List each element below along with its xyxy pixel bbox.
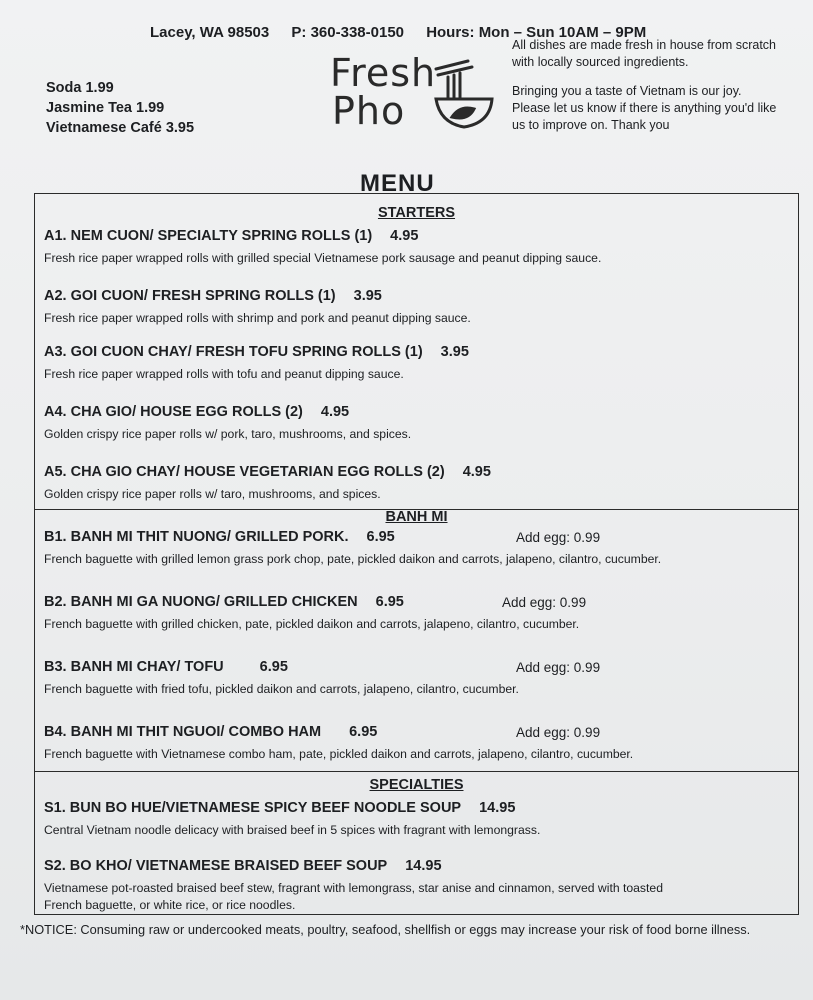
menu-item	[44, 288, 790, 325]
item-name: B3. BANH MI CHAY/ TOFU	[44, 659, 224, 675]
drink-item: Jasmine Tea 1.99	[46, 100, 165, 116]
menu-item	[44, 464, 790, 501]
about-notes	[512, 37, 777, 146]
item-price: 4.95	[320, 404, 350, 420]
item-price: 4.95	[390, 228, 419, 244]
menu-box	[34, 193, 799, 915]
food-safety-notice: *NOTICE: Consuming raw or undercooked meats, poultry, seafood, shellfish or eggs may increase your risk of food borne illness.	[20, 922, 751, 937]
section-divider	[35, 771, 798, 772]
item-price: 3.95	[353, 288, 382, 304]
item-name: S1. BUN BO HUE/VIETNAMESE SPICY BEEF NOODLE SOUP	[44, 800, 462, 816]
drink-item: Vietnamese Café 3.95	[46, 120, 195, 136]
item-description: Fresh rice paper wrapped rolls with tofu and peanut dipping sauce.	[44, 367, 404, 381]
section-title-specialties: SPECIALTIES	[369, 777, 464, 793]
item-price: 6.95	[349, 724, 378, 740]
fresh-pho-logo	[330, 51, 510, 135]
freshness-note: All dishes are made fresh in house from scratch with locally sourced ingredients.	[512, 38, 777, 69]
drink-item: Soda 1.99	[46, 80, 114, 96]
add-egg-price: Add egg: 0.99	[516, 725, 601, 740]
item-price: 6.95	[366, 529, 395, 545]
item-description: French baguette with Vietnamese combo ham, pate, pickled daikon and carrots, jalapeno, cilantro, cucumber.	[44, 747, 634, 761]
menu-item	[44, 858, 790, 912]
pho-bowl-icon	[422, 55, 512, 135]
item-name: B4. BANH MI THIT NGUOI/ COMBO HAM	[44, 724, 322, 740]
section-title-banh-mi: BANH MI	[385, 509, 448, 525]
add-egg-price: Add egg: 0.99	[502, 595, 587, 610]
thank-you-note: Bringing you a taste of Vietnam is our joy. Please let us know if there is anything you'd like us to improve on. Thank you	[512, 84, 777, 132]
item-description: French baguette with fried tofu, pickled daikon and carrots, jalapeno, cilantro, cucumber.	[44, 682, 519, 696]
item-description: French baguette with grilled chicken, pate, pickled daikon and carrots, jalapeno, cilantro, cucumber.	[44, 617, 580, 631]
menu-item	[44, 344, 790, 381]
add-egg-price: Add egg: 0.99	[516, 660, 601, 675]
opening-hours: Hours: Mon – Sun 10AM – 9PM	[426, 24, 647, 41]
menu-item	[44, 228, 790, 265]
address: Lacey, WA 98503	[150, 24, 270, 41]
item-name: A4. CHA GIO/ HOUSE EGG ROLLS (2)	[44, 404, 303, 420]
menu-item	[44, 404, 790, 441]
phone-number: P: 360-338-0150	[291, 24, 405, 41]
menu-item	[44, 529, 790, 566]
logo-text-pho: Pho	[332, 89, 406, 133]
item-name: B2. BANH MI GA NUONG/ GRILLED CHICKEN	[44, 594, 358, 610]
add-egg-price: Add egg: 0.99	[516, 530, 601, 545]
item-description-continued: French baguette, or white rice, or rice noodles.	[44, 898, 296, 912]
item-name: A1. NEM CUON/ SPECIALTY SPRING ROLLS (1)	[44, 228, 373, 244]
item-description: Vietnamese pot-roasted braised beef stew, fragrant with lemongrass, star anise and cinnamon, served with toasted	[44, 881, 663, 895]
drinks-list	[46, 78, 194, 138]
item-price: 4.95	[462, 464, 491, 480]
item-description: French baguette with grilled lemon grass pork chop, pate, pickled daikon and carrots, jalapeno, cilantro, cucumber.	[44, 552, 662, 566]
item-name: B1. BANH MI THIT NUONG/ GRILLED PORK.	[44, 529, 349, 545]
item-name: A3. GOI CUON CHAY/ FRESH TOFU SPRING ROLLS (1)	[44, 344, 423, 360]
item-price: 14.95	[405, 858, 442, 874]
item-price: 6.95	[375, 594, 404, 610]
item-name: A5. CHA GIO CHAY/ HOUSE VEGETARIAN EGG ROLLS (2)	[44, 464, 445, 480]
item-description: Fresh rice paper wrapped rolls with grilled special Vietnamese pork sausage and peanut dipping sauce.	[44, 251, 602, 265]
item-description: Golden crispy rice paper rolls w/ taro, mushrooms, and spices.	[44, 487, 381, 501]
menu-title: MENU	[360, 170, 435, 197]
menu-item	[44, 659, 790, 696]
menu-item	[44, 594, 790, 631]
menu-item	[44, 724, 790, 761]
item-name: S2. BO KHO/ VIETNAMESE BRAISED BEEF SOUP	[44, 858, 388, 874]
item-description: Golden crispy rice paper rolls w/ pork, taro, mushrooms, and spices.	[44, 427, 412, 441]
logo-text-fresh: Fresh	[330, 51, 437, 95]
section-title-starters: STARTERS	[377, 205, 456, 221]
item-price: 6.95	[259, 659, 288, 675]
item-price: 14.95	[479, 800, 516, 816]
item-description: Fresh rice paper wrapped rolls with shrimp and pork and peanut dipping sauce.	[44, 311, 471, 325]
item-price: 3.95	[440, 344, 469, 360]
item-name: A2. GOI CUON/ FRESH SPRING ROLLS (1)	[44, 288, 336, 304]
menu-item	[44, 800, 790, 837]
item-description: Central Vietnam noodle delicacy with braised beef in 5 spices with fragrant with lemongrass.	[44, 823, 541, 837]
